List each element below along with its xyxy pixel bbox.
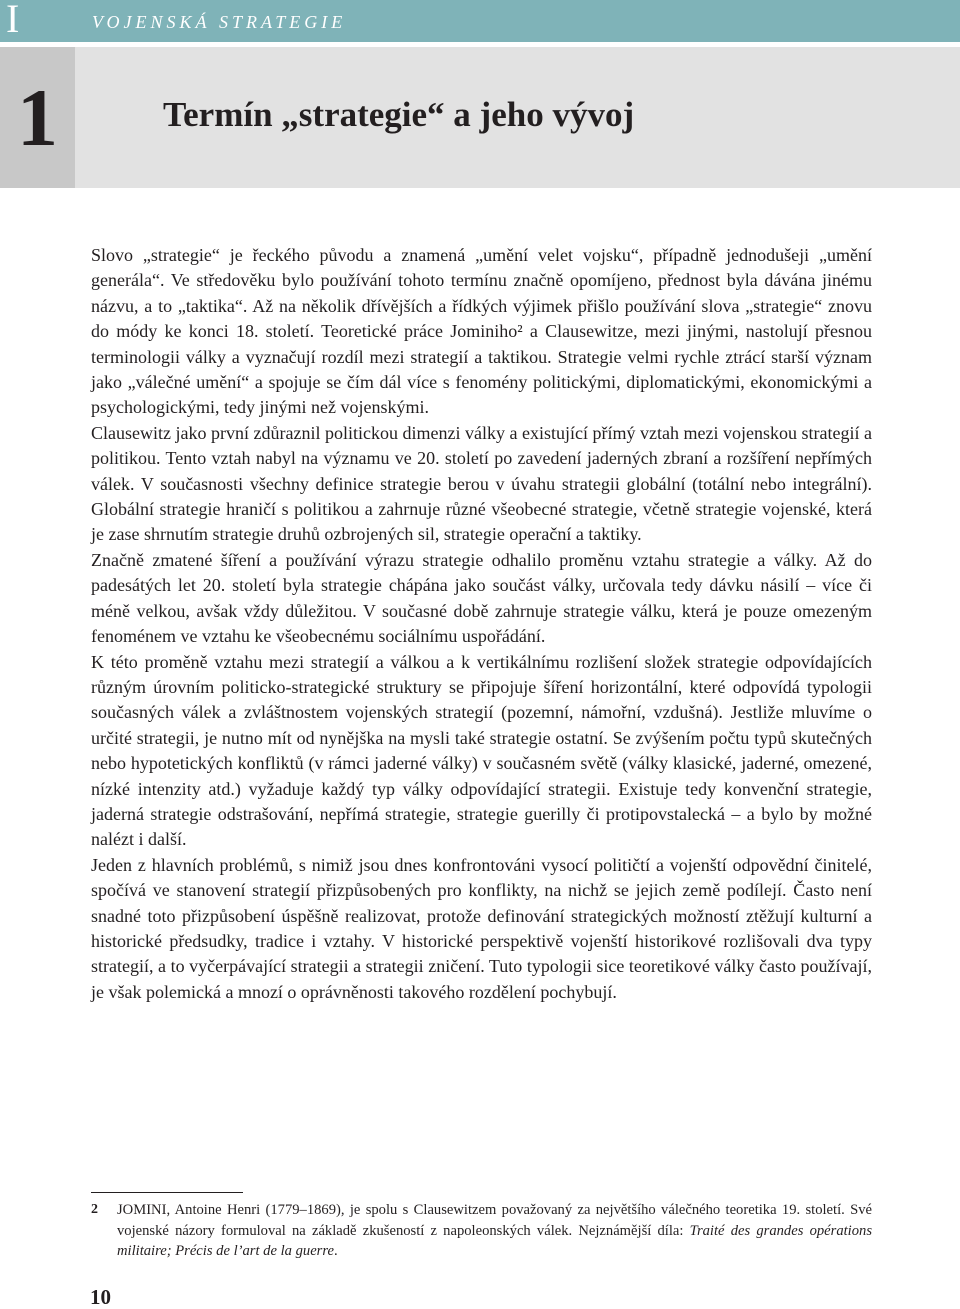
footnote-body bbox=[117, 1200, 872, 1262]
paragraph-2: Clausewitz jako první zdůraznil politickou dimenzi války a existující přímý vztah mezi vojenskou strategií a politikou. Tento vztah nabyl na významu ve 20. století po zavedení jaderných zbraní a rozšíření nepřímých válek. V současnosti všechny definice strategie berou v úvahu strategii globální (totální nebo integrální). Globální strategie hraničí s politikou a zahrnuje různé všeobecné strategie, včetně strategie vojenské, která je zase shrnutím strategie druhů ozbrojených sil, strategie operační a taktiky. bbox=[91, 422, 872, 545]
paragraph-5: Jeden z hlavních problémů, s nimiž jsou dnes konfrontováni vysocí političtí a vojenští odpovědní činitelé, spočívá ve stanovení strategií přizpůsobených pro konflikty, na nichž se jejich země podílejí. Často není snadné toto přizpůsobení úspěšně realizovat, protože definování strategických možností ztěžují kulturní a historické předsudky, tradice i vztahy. V historické perspektivě vojenští historikové rozlišovali dva typy strategií, a to vyčerpávající strategii a strategii zničení. Tuto typologii sice teoretikové války často používají, je však polemická a mnozí o oprávněnosti takového rozdělení pochybují. bbox=[91, 854, 872, 1002]
footnote-divider bbox=[91, 1192, 243, 1193]
paragraph-1: Slovo „strategie“ je řeckého původu a znamená „umění velet vojsku“, případně jednodušeji „umění generála“. Ve středověku bylo používání tohoto termínu značně opomíjeno, přednost byla dávána jinému názvu, a to „taktika“. Až na několik dřívějších a řídkých výjimek přišlo používání slova „strategie“ znovu do módy ke konci 18. století. Teoretické práce Jominiho² a Clausewitze, mezi jinými, nastolují přesnou terminologii války a vyznačují rozdíl mezi strategií a taktikou. Strategie velmi rychle ztrácí starší význam jako „válečné umění“ a spojuje se čím dál více s fenomény politickými, diplomatickými, ekonomickými a psychologickými, tedy jinými než vojenskými. bbox=[91, 245, 872, 418]
part-numeral: I bbox=[6, 0, 20, 41]
running-header-bar bbox=[0, 0, 960, 45]
chapter-number-box bbox=[0, 47, 75, 188]
paragraph-4: K této proměně vztahu mezi strategií a válkou a k vertikálnímu rozlišení složek strategie odpovídajících různým úrovním politicko-strategické struktury se připojuje šíření horizontální, které odpovídá typologii současných válek a zvláštnostem vojenských strategií (pozemní, námořní, vzdušná). Jestliže mluvíme o určité strategii, je nutno mít od nynějška na mysli také strategie ostatní. Se zvýšením počtu typů skutečných nebo hypotetických konfliktů (v rámci jaderné války) v současném světě (války klasické, jaderné, omezené, nízké intenzity atd.) vyžaduje každý typ války odpovídající strategii. Existuje tedy konvenční strategie, jaderná strategie odstrašování, nepřímá strategie, strategie guerilly či protipovstalecká – a bylo by možné nalézt i další. bbox=[91, 651, 872, 850]
page-number: 10 bbox=[90, 1285, 111, 1309]
footnote-marker: 2 bbox=[91, 1202, 98, 1217]
chapter-heading-band bbox=[0, 47, 960, 188]
body-text bbox=[91, 243, 872, 1005]
footnote bbox=[91, 1200, 872, 1262]
chapter-number: 1 bbox=[17, 72, 58, 163]
footnote-works: Traité des grandes opérations militaire; Précis de l’art de la guerre bbox=[117, 1222, 872, 1259]
paragraph-3: Značně zmatené šíření a používání výrazu strategie odhalilo proměnu vztahu strategie a války. Až do padesátých let 20. století byla strategie chápána jako součást války, určovala tedy dávku násilí – více či méně velkou, avšak vždy důležitou. V současné době zahrnuje strategie válku, která je pouze omezeným fenoménem ve vztahu ke všeobecnému sociálnímu uspořádání. bbox=[91, 549, 872, 647]
footnote-end: . bbox=[333, 1243, 338, 1259]
part-title: VOJENSKÁ STRATEGIE bbox=[92, 12, 347, 32]
chapter-title: Termín „strategie“ a jeho vývoj bbox=[163, 95, 635, 134]
footnote-text: JOMINI, Antoine Henri (1779–1869), je spolu s Clausewitzem považovaný za největšího válečného teoretika 19. století. Své vojenské názory formuloval na základě zkušeností z napoleonských válek. Nejznámější díla: bbox=[117, 1202, 872, 1239]
